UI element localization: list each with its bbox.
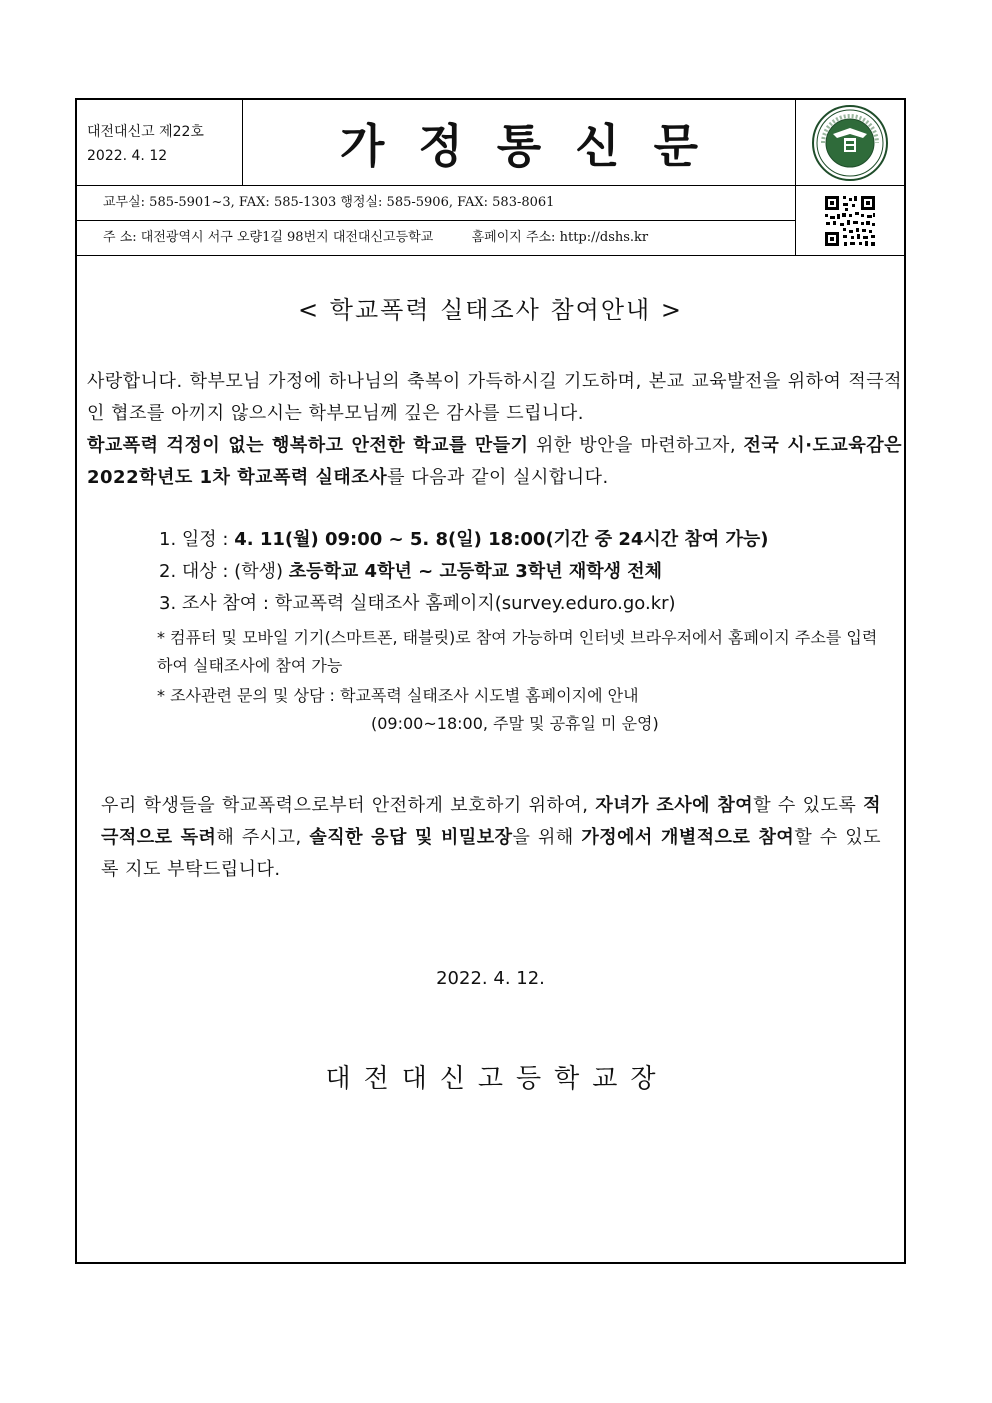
- issue-info: [77, 100, 243, 186]
- greeting-paragraph: 사랑합니다. 학부모님 가정에 하나님의 축복이 가득하시길 기도하며, 본교 교육발전을 위하여 적극적인 협조를 아끼지 않으시는 학부모님께 깊은 감사를 드립니다.: [87, 371, 902, 424]
- survey-details-list: [159, 524, 769, 620]
- document-frame: [75, 98, 906, 1264]
- school-emblem-cell: [795, 100, 904, 186]
- list-item: 2. 대상 : (학생) 초등학교 4학년 ~ 고등학교 3학년 재학생 전체: [159, 561, 663, 582]
- purpose-paragraph: [87, 430, 902, 494]
- list-item: 3. 조사 참여 : 학교폭력 실태조사 홈페이지(survey.eduro.go.kr): [159, 593, 676, 614]
- closing-paragraph: 우리 학생들을 학교폭력으로부터 안전하게 보호하기 위하여, 자녀가 조사에 참여할 수 있도록 적극적으로 독려해 주시고, 솔직한 응답 및 비밀보장을 위해 가정에서 개별적으로 참여할 수 있도록 지도 부탁드립니다.: [101, 795, 882, 880]
- purpose-bold-1: 학교폭력 걱정이 없는 행복하고 안전한 학교를 만들기: [87, 435, 529, 456]
- inquiry-note: * 조사관련 문의 및 상담 : 학교폭력 실태조사 시도별 홈페이지에 안내: [157, 686, 639, 705]
- purpose-bold-2: 전국 시·도교육감은 2022학년도 1차 학교폭력 실태조사: [87, 435, 902, 488]
- target-value: 초등학교 4학년 ~ 고등학교 3학년 재학생 전체: [288, 561, 663, 582]
- qr-code-icon[interactable]: [823, 194, 877, 248]
- issue-number: 대전대신고 제22호: [87, 124, 204, 140]
- address-label: 주 소:: [103, 230, 137, 245]
- contact-address-row: [77, 221, 795, 256]
- purpose-end: 를 다음과 같이 실시합니다.: [387, 467, 609, 488]
- contact-phone-fax: 교무실: 585-5901~3, FAX: 585-1303 행정실: 585-5906, FAX: 583-8061: [77, 186, 795, 221]
- schedule-value: 4. 11(월) 09:00 ~ 5. 8(일) 18:00(기간 중 24시간 참여 가능): [234, 529, 769, 550]
- homepage-link[interactable]: http://dshs.kr: [559, 230, 649, 245]
- inquiry-hours: (09:00~18:00, 주말 및 공휴일 미 운영): [371, 714, 659, 733]
- principal-signature: 대전대신고등학교장: [325, 1064, 669, 1094]
- list-item: 1. 일정 : 4. 11(월) 09:00 ~ 5. 8(일) 18:00(기간 중 24시간 참여 가능): [159, 529, 769, 550]
- address-text: 대전광역시 서구 오량1길 98번지 대전대신고등학교: [140, 230, 434, 245]
- school-emblem-icon: [811, 104, 889, 182]
- homepage-label: 홈페이지 주소:: [471, 230, 556, 245]
- document-date: 2022. 4. 12.: [436, 968, 545, 989]
- purpose-mid: 위한 방안을 마련하고자,: [528, 435, 744, 456]
- issue-date: 2022. 4. 12: [87, 148, 168, 164]
- document-heading: < 학교폭력 실태조사 참여안내 >: [298, 296, 683, 324]
- qr-cell: [795, 186, 904, 256]
- newsletter-title: 가정통신문: [243, 100, 795, 186]
- device-note: * 컴퓨터 및 모바일 기기(스마트폰, 태블릿)로 참여 가능하며 인터넷 브라우저에서 홈페이지 주소를 입력하여 실태조사에 참여 가능: [157, 628, 878, 675]
- survey-site-value[interactable]: 학교폭력 실태조사 홈페이지(survey.eduro.go.kr): [274, 593, 676, 614]
